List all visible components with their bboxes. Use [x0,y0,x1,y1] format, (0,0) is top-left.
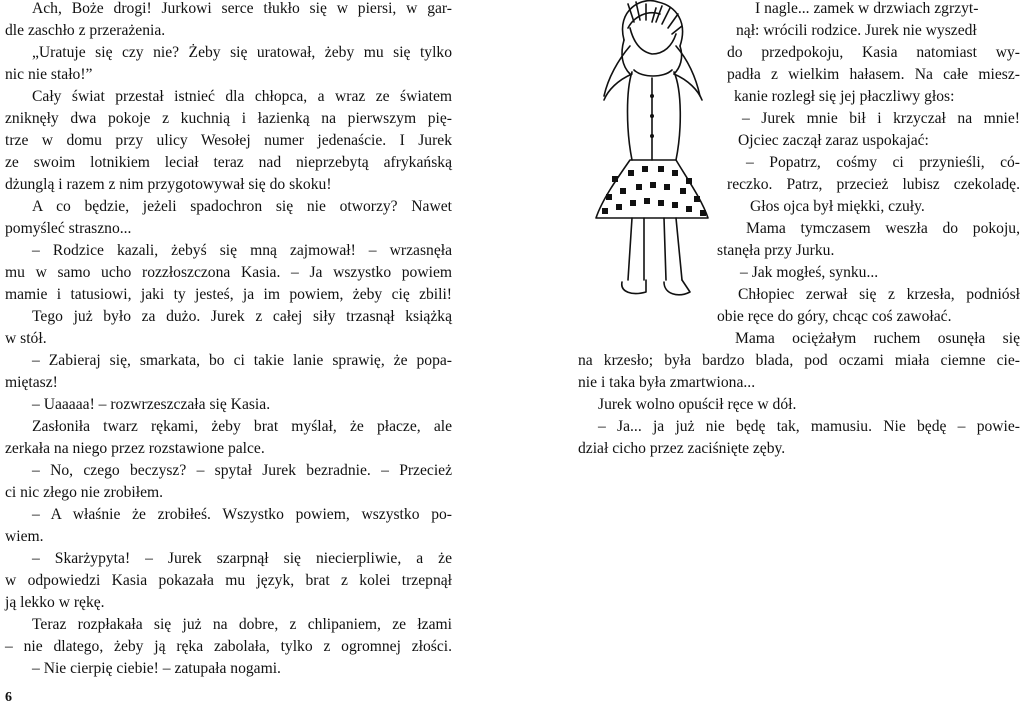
text-line: – Zabieraj się, smarkata, bo ci takie lanie sprawię, że popa- [32,352,452,369]
text-line: Cały świat przestał istnieć dla chłopca, a wraz ze światem [32,88,452,105]
text-line: dział cicho przez zaciśnięte zęby. [578,440,786,457]
text-line: w stół. [5,330,47,347]
text-line: miętasz! [5,374,58,391]
text-line: „Uratuje się czy nie? Żeby się uratował, żeby mu się tylko [32,44,452,61]
text-line: ci nic złego nie zrobiłem. [5,484,164,501]
text-line: – A właśnie że zrobiłeś. Wszystko powiem, wszystko po- [32,506,452,523]
text-line: I nagle... zamek w drzwiach zgrzyt- [755,0,979,17]
text-line: Ojciec zaczął zaraz uspokajać: [738,132,929,149]
text-line: – Skarżypyta! – Jurek szarpnął się niecierpliwie, a że [32,550,452,567]
text-line: Tego już było za dużo. Jurek z całej siły trzasnął książką [32,308,452,325]
page-number: 6 [5,690,12,705]
text-line: padła z wielkim hałasem. Na całe miesz- [727,66,1020,83]
text-line: pomyśleć straszno... [5,220,132,237]
text-line: do przedpokoju, Kasia natomiast wy- [727,44,1020,61]
text-line: zniknęły dwa pokoje z kuchnią i łazienką na pierwszym pię- [5,110,452,127]
text-line: Mama ociężałym ruchem osunęła się [735,330,1020,347]
text-line: ze swoim lotnikiem leciał teraz nad nieprzebytą afrykańską [5,154,452,171]
text-line: ją lekko w rękę. [5,594,105,611]
text-line: – Rodzice kazali, żebyś się mną zajmował! – wrzasnęła [32,242,452,259]
text-line: Teraz rozpłakała się już na dobre, z chlipaniem, ze łzami [32,616,452,633]
text-line: – Jurek mnie bił i krzyczał na mnie! [742,110,1020,127]
text-line: A co będzie, jeżeli spadochron się nie otworzy? Nawet [32,198,452,215]
text-line: – Ja... ja już nie będę tak, mamusiu. Nie będę – powie- [598,418,1020,435]
text-line: nął: wrócili rodzice. Jurek nie wyszedł [736,22,977,39]
text-line: Zasłoniła twarz rękami, żeby brat myślał, że płacze, ale [32,418,452,435]
text-line: dle zaschło z przerażenia. [5,22,166,39]
text-line: w odpowiedzi Kasia pokazała mu język, brat z kolei trzepnął [5,572,452,589]
text-line: mamie i tatusiowi, jaki ty jesteś, ja im powiem, żeby cię zbili! [5,286,452,303]
text-line: – Jak mogłeś, synku... [740,264,879,281]
text-line: mu w samo ucho rozzłoszczona Kasia. – Ja wszystko powiem [5,264,452,281]
text-line: stanęła przy Jurku. [717,242,835,259]
text-line: – No, czego beczysz? – spytał Jurek bezradnie. – Przecież [32,462,452,479]
text-line: nie i taka była zmartwiona... [578,374,756,391]
text-line: kanie rozległ się jej płaczliwy głos: [734,88,955,105]
text-line: – nie dlatego, żeby ją ręka zabolała, tylko z ogromnej złości. [5,638,452,655]
text-line: Głos ojca był miękki, czuły. [750,198,925,215]
text-line: trze w domu przy ulicy Wesołej numer jedenaście. I Jurek [5,132,452,149]
text-line: nic nie stało!” [5,66,93,83]
text-line: dżunglą i razem z nim przygotowywał się do skoku! [5,176,332,193]
text-line: wiem. [5,528,44,545]
text-line: obie ręce do góry, chcąc coś zawołać. [717,308,952,325]
text-line: – Popatrz, cośmy ci przynieśli, có- [746,154,1020,171]
text-line: na krzesło; była bardzo blada, pod oczami miała ciemne cie- [578,352,1020,369]
text-line: – Nie cierpię ciebie! – zatupała nogami. [32,660,281,677]
text-line: Ach, Boże drogi! Jurkowi serce tłukło się w piersi, w gar- [32,0,452,17]
text-line: – Uaaaaa! – rozwrzeszczała się Kasia. [32,396,271,413]
text-line: Jurek wolno opuścił ręce w dół. [598,396,797,413]
text-line: Chłopiec zerwał się z krzesła, podniósł [738,286,1020,303]
girl-covering-face-illustration [572,0,732,312]
text-line: reczko. Patrz, przecież lubisz czekoladę. [727,176,1020,193]
text-line: zerkała na niego przez rozstawione palce. [5,440,265,457]
text-line: Mama tymczasem weszła do pokoju, [746,220,1020,237]
